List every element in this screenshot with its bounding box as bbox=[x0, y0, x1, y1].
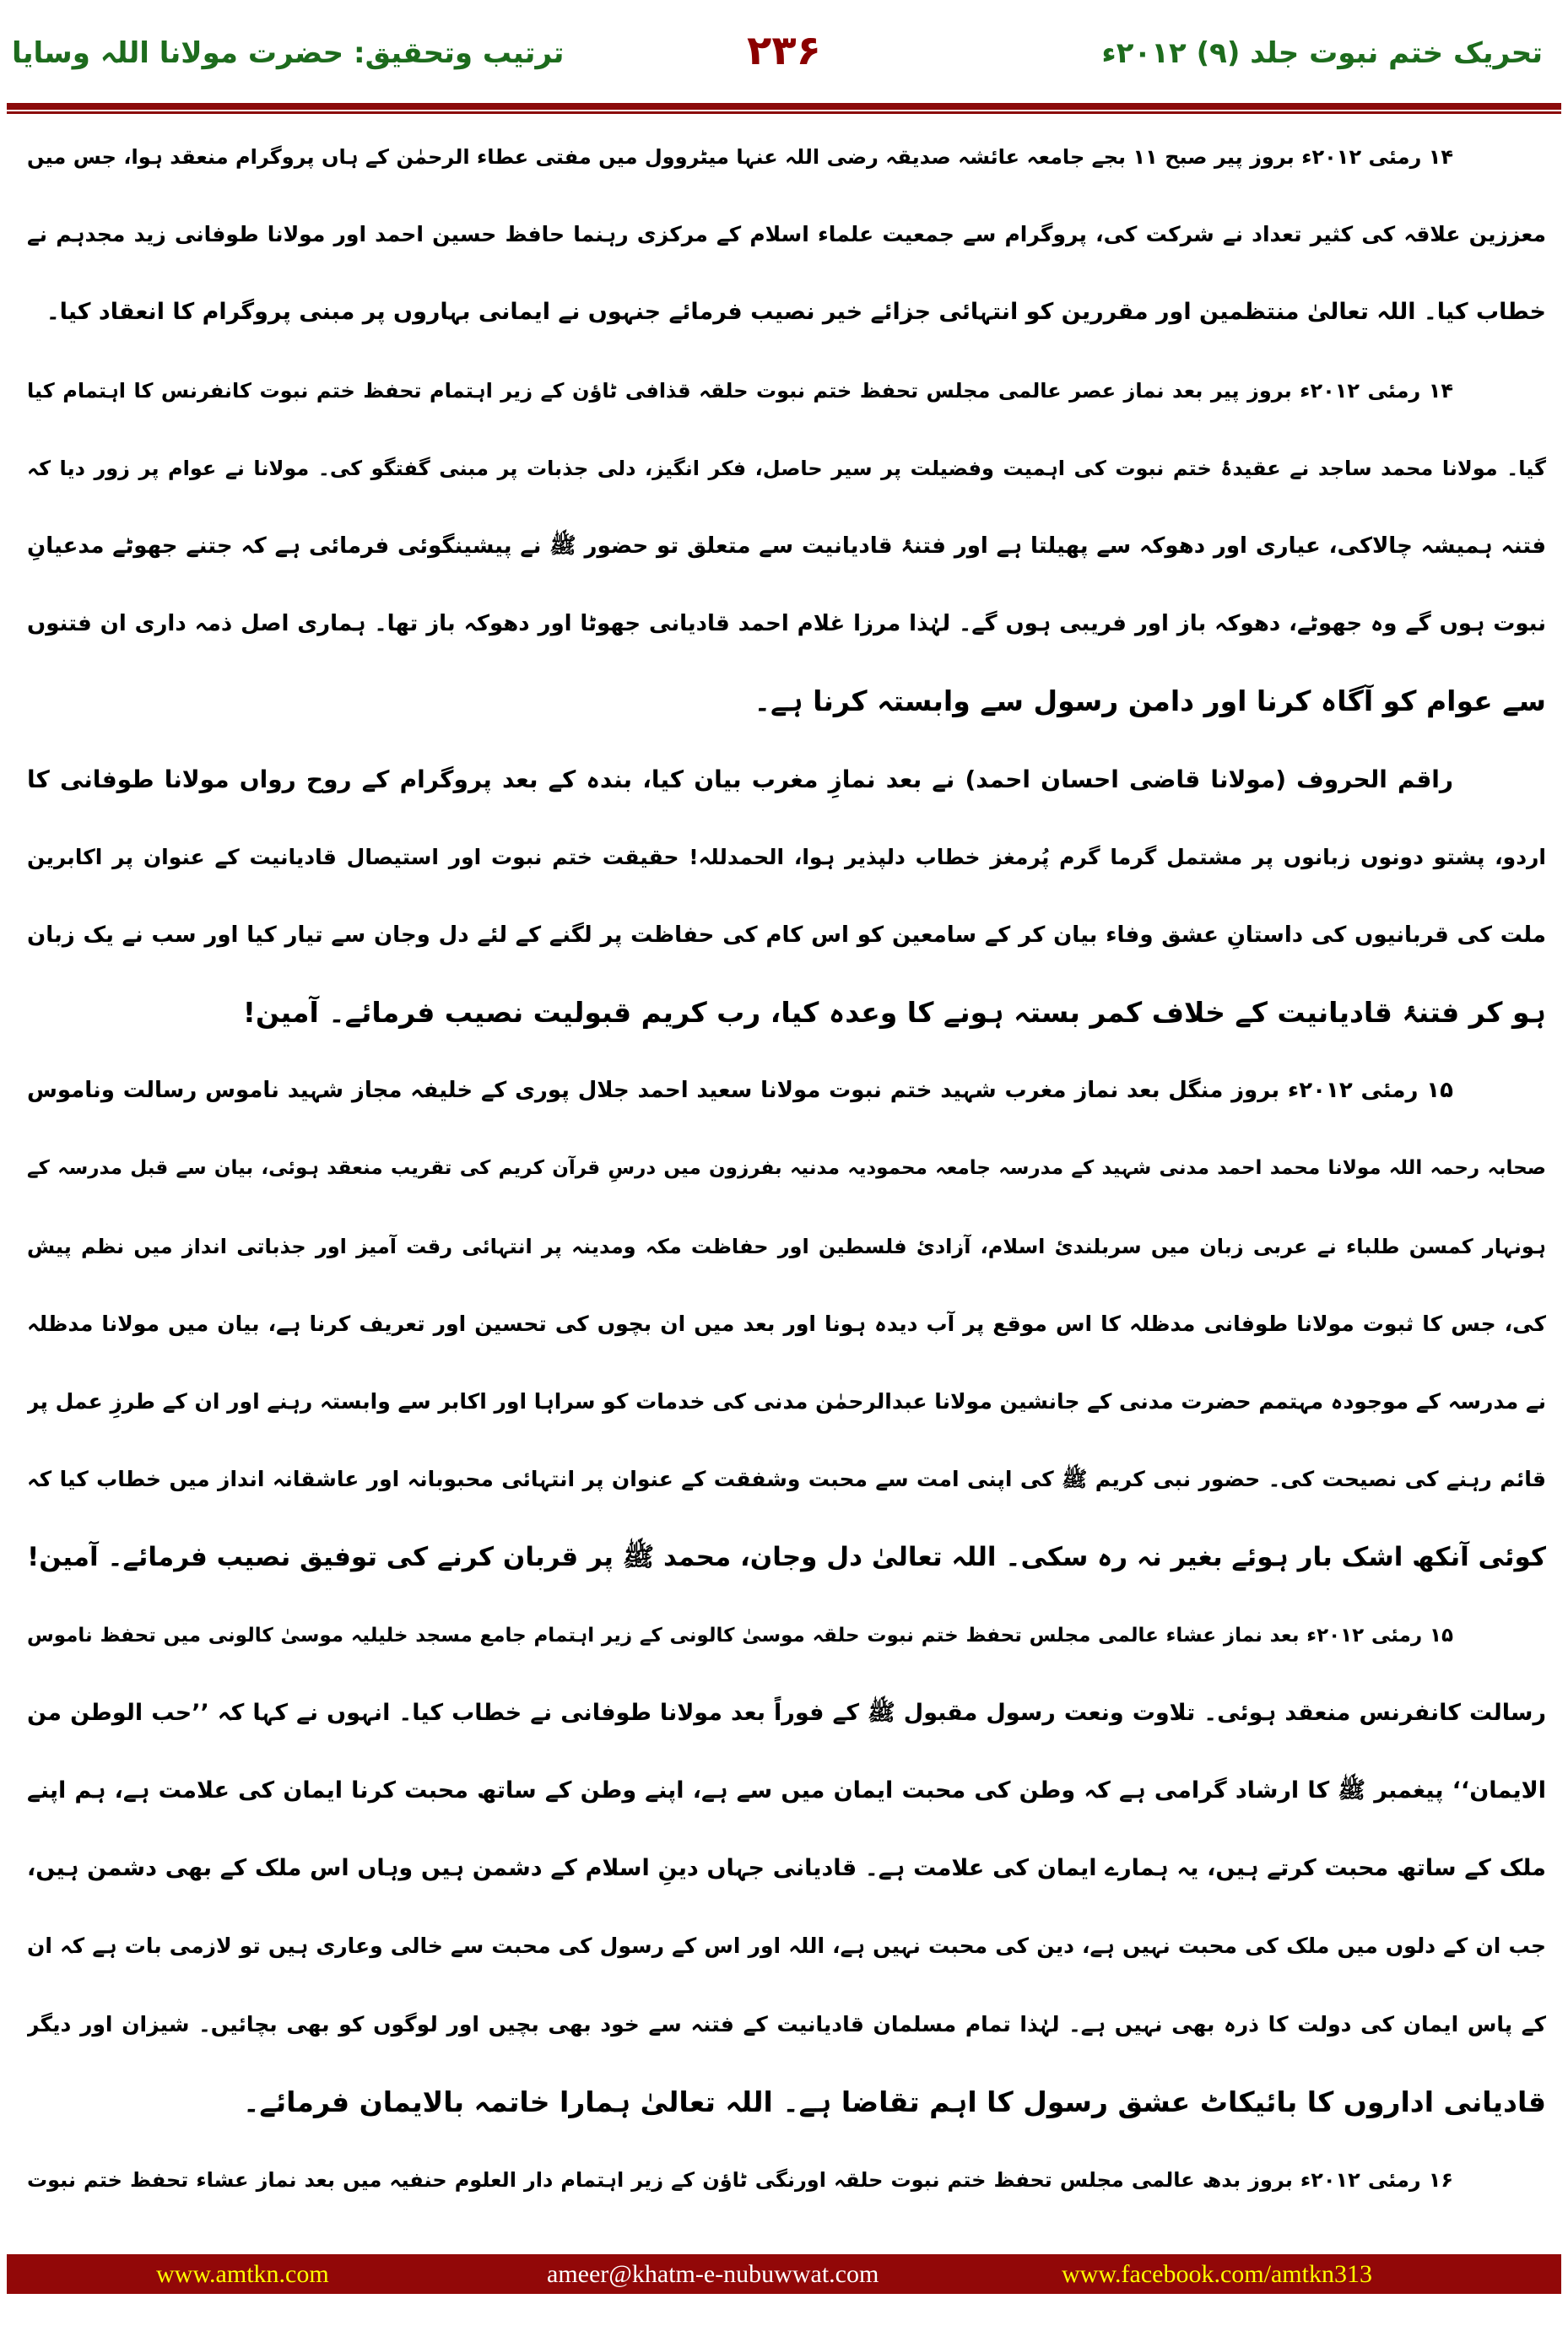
footer-bar bbox=[7, 2254, 1561, 2294]
text-line: قائم رہنے کی نصیحت کی۔ حضور نبی کریم ﷺ کی اپنی امت سے محبت وشفقت کے عنوان پر انتہائی محبوبانہ اور عاشقانہ انداز میں خطاب کیا کہ bbox=[27, 1467, 1546, 1492]
text-line: ۱۴ رمئی ۲۰۱۲ء بروز پیر صبح ۱۱ بجے جامعہ عائشہ صدیقہ رضی اللہ عنہا میٹروول میں مفتی عطاء الرحمٰن کے ہاں پروگرام منعقد ہوا، جس میں bbox=[27, 145, 1454, 169]
paragraph bbox=[27, 118, 1546, 352]
text-line: ہونہار کمسن طلباء نے عربی زبان میں سربلندیٔ اسلام، آزادیٔ فلسطین اور حفاظت مکہ ومدینہ پر انتہائی رقت آمیز اور جذباتی انداز میں نظم پیش bbox=[27, 1234, 1546, 1258]
text-line: جب ان کے دلوں میں ملک کی محبت نہیں ہے، دین کی محبت نہیں ہے، اللہ اور اس کے رسول کی محبت سے خالی وعاری ہیں تو لازمی بات ہے کہ ان bbox=[27, 1934, 1546, 1959]
paragraph bbox=[27, 1052, 1546, 1596]
text-line: نے مدرسہ کے موجودہ مہتمم حضرت مدنی کے جانشین مولانا عبدالرحمٰن مدنی کی خدمات کو سراہا اور اکابر سے وابستہ رہنے اور ان کے طرزِ عمل پر bbox=[27, 1389, 1546, 1414]
text-line: قادیانی اداروں کا بائیکاٹ عشق رسول کا اہم تقاضا ہے۔ اللہ تعالیٰ ہمارا خاتمہ بالایمان فرمائے۔ bbox=[243, 2085, 1546, 2118]
text-line: ملت کی قربانیوں کی داستانِ عشق وفاء بیان کر کے سامعین کو اس کام کی حفاظت پر لگنے کے لئے دل وجان سے تیار کیا اور سب نے یک زبان bbox=[27, 922, 1546, 948]
text-line: کے پاس ایمان کی دولت کا ذرہ بھی نہیں ہے۔ لہٰذا تمام مسلمان قادیانیت کے فتنہ سے خود بھی بچیں اور لوگوں کو بھی بچائیں۔ شیزان اور دیگر bbox=[27, 2011, 1546, 2036]
paragraph bbox=[27, 352, 1546, 741]
facebook-link[interactable]: www.facebook.com/amtkn313 bbox=[1062, 2260, 1372, 2288]
text-line: گیا۔ مولانا محمد ساجد نے عقیدۂ ختم نبوت کی اہمیت وفضیلت پر سیر حاصل، فکر انگیز، دلی جذبات پر مبنی گفتگو کی۔ مولانا نے عوام پر زور دیا کہ bbox=[27, 456, 1546, 480]
book-title: تحریک ختم نبوت جلد (۹) ۲۰۱۲ء bbox=[1101, 36, 1543, 70]
website-link[interactable]: www.amtkn.com bbox=[156, 2260, 329, 2288]
text-line: ۱۴ رمئی ۲۰۱۲ء بروز پیر بعد نماز عصر عالمی مجلس تحفظ ختم نبوت حلقہ قذافی ٹاؤن کے زیر اہتمام تحفظ ختم نبوت کانفرنس کا اہتمام کیا bbox=[27, 378, 1454, 403]
text-line: صحابہ رحمہ اللہ مولانا محمد احمد مدنی شہید کے مدرسہ جامعہ محمودیہ مدنیہ بفرزون میں درسِ قرآن کریم کی تقریب منعقد ہوئی، بیان سے قبل مدرسہ کے bbox=[27, 1157, 1546, 1180]
text-line: اردو، پشتو دونوں زبانوں پر مشتمل گرما گرم پُرمغز خطاب دلپذیر ہوا، الحمدللہ! حقیقت ختم نبوت اور استیصال قادیانیت کے عنوان پر اکابرین bbox=[27, 844, 1546, 869]
text-line: راقم الحروف (مولانا قاضی احسان احمد) نے بعد نمازِ مغرب بیان کیا، بندہ کے بعد پروگرام کے روح رواں مولانا طوفانی کا bbox=[27, 765, 1453, 793]
paragraph bbox=[27, 1597, 1546, 2141]
text-line: ہو کر فتنۂ قادیانیت کے خلاف کمر بستہ ہونے کا وعدہ کیا، رب کریم قبولیت نصیب فرمائے۔ آمین! bbox=[242, 996, 1546, 1030]
text-line: کوئی آنکھ اشک بار ہوئے بغیر نہ رہ سکی۔ اللہ تعالیٰ دل وجان، محمد ﷺ پر قربان کرنے کی توفیق نصیب فرمائے۔ آمین! bbox=[27, 1542, 1546, 1573]
text-line: ملک کے ساتھ محبت کرتے ہیں، یہ ہمارے ایمان کی علامت ہے۔ قادیانی جہاں دینِ اسلام کے دشمن ہیں وہاں اس ملک کے بھی دشمن ہیں، bbox=[27, 1855, 1546, 1882]
text-line: نبوت ہوں گے وہ جھوٹے، دھوکہ باز اور فریبی ہوں گے۔ لہٰذا مرزا غلام احمد قادیانی جھوٹا اور دھوکہ باز تھا۔ ہماری اصل ذمہ داری ان فتنوں bbox=[27, 611, 1546, 637]
text-line: ۱۶ رمئی ۲۰۱۲ء بروز بدھ عالمی مجلس تحفظ ختم نبوت حلقہ اورنگی ٹاؤن کے زیر اہتمام دار العلوم حنفیہ میں بعد نماز عشاء تحفظ ختم نبوت bbox=[27, 2167, 1453, 2192]
email-link[interactable]: ameer@khatm-e-nubuwwat.com bbox=[547, 2260, 879, 2288]
text-line: معززین علاقہ کی کثیر تعداد نے شرکت کی، پروگرام سے جمعیت علماء اسلام کے مرکزی رہنما حافظ حسین احمد اور مولانا طوفانی زید مجدہم نے bbox=[27, 222, 1546, 247]
compiler-credit: ترتیب وتحقیق: حضرت مولانا اللہ وسایا bbox=[12, 36, 565, 70]
text-line: الایمان‘‘ پیغمبر ﷺ کا ارشاد گرامی ہے کہ وطن کی محبت ایمان میں سے ہے، اپنے وطن کے ساتھ محبت کرنا ایمان کی علامت ہے، ہم اپنے bbox=[27, 1777, 1546, 1804]
article-body bbox=[27, 118, 1546, 2219]
text-line: کی، جس کا ثبوت مولانا طوفانی مدظلہ کا اس موقع پر آب دیدہ ہونا اور بعد میں ان بچوں کی تحسین اور تعریف کرنا ہے، بیان میں مولانا مدظلہ bbox=[27, 1311, 1546, 1336]
paragraph bbox=[27, 741, 1546, 1052]
paragraph bbox=[27, 2141, 1546, 2219]
text-line: فتنہ ہمیشہ چالاکی، عیاری اور دھوکہ سے پھیلتا ہے اور فتنۂ قادیانیت سے متعلق تو حضور ﷺ نے پیشینگوئی فرمائی ہے کہ جتنے جھوٹے مدعیانِ bbox=[27, 533, 1546, 559]
header-rule-thin bbox=[7, 111, 1561, 114]
text-line: خطاب کیا۔ اللہ تعالیٰ منتظمین اور مقررین کو انتہائی جزائے خیر نصیب فرمائے جنہوں نے ایمانی بہاروں پر مبنی پروگرام کا انعقاد کیا۔ bbox=[46, 299, 1546, 326]
header-rule-thick bbox=[7, 103, 1561, 110]
text-line: ۱۵ رمئی ۲۰۱۲ء بعد نماز عشاء عالمی مجلس تحفظ ختم نبوت حلقہ موسیٰ کالونی کے زیر اہتمام جامع مسجد خلیلیہ موسیٰ کالونی میں تحفظ ناموس bbox=[27, 1624, 1454, 1647]
text-line: سے عوام کو آگاہ کرنا اور دامن رسول سے وابستہ کرنا ہے۔ bbox=[754, 684, 1546, 718]
text-line: رسالت کانفرنس منعقد ہوئی۔ تلاوت ونعت رسول مقبول ﷺ کے فوراً بعد مولانا طوفانی نے خطاب کیا۔ انہوں نے کہا کہ ’’حب الوطن من bbox=[27, 1699, 1546, 1726]
text-line: ۱۵ رمئی ۲۰۱۲ء بروز منگل بعد نماز مغرب شہید ختم نبوت مولانا سعید احمد جلال پوری کے خلیفہ مجاز شہید ناموس رسالت وناموس bbox=[27, 1078, 1453, 1104]
page-number: ۲۳۶ bbox=[747, 27, 821, 74]
